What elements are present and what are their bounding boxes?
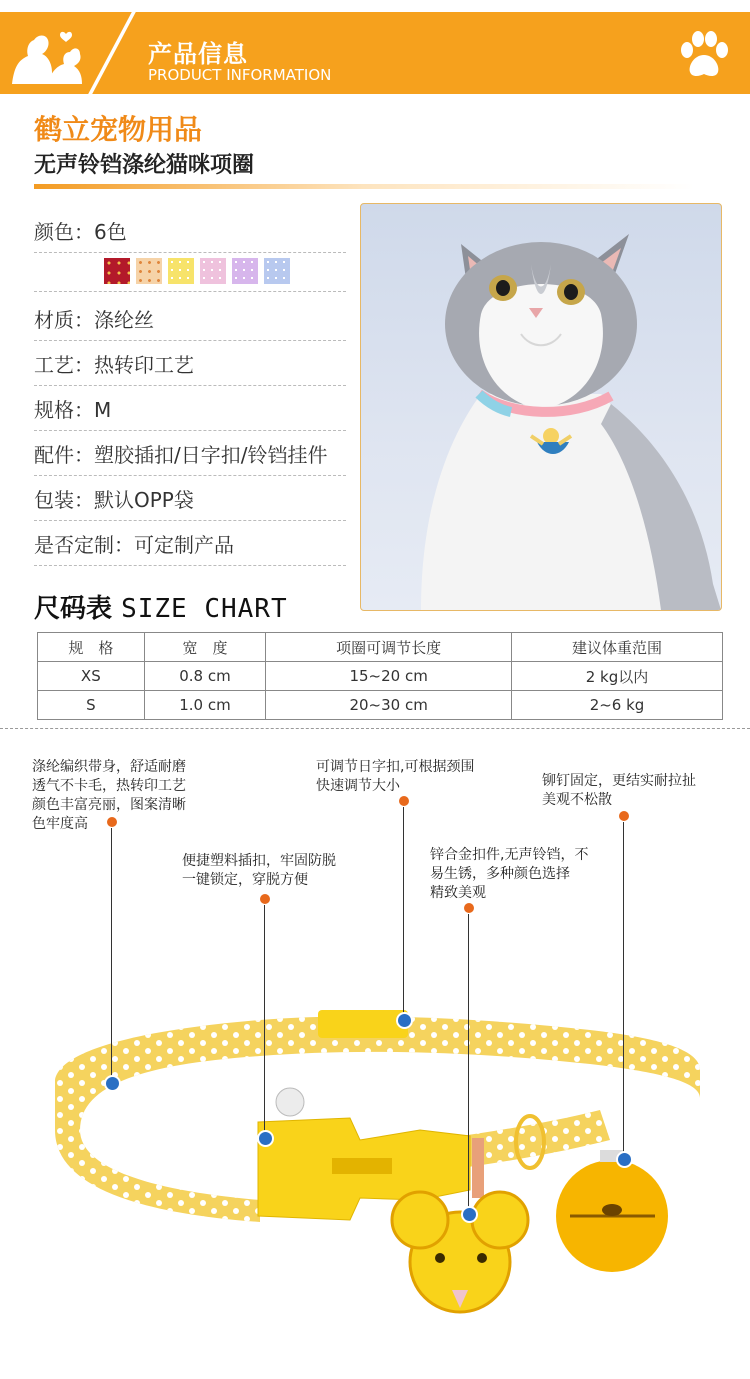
size-cell: 1.0 cm [144, 691, 266, 720]
callout-marker [396, 1012, 413, 1029]
callout-marker [104, 1075, 121, 1092]
callout-line [264, 905, 265, 1135]
cat-illustration-icon [361, 204, 721, 610]
paw-icon [676, 28, 732, 84]
size-cell: 15~20 cm [266, 662, 512, 691]
spec-custom: 是否定制：可定制产品 [34, 521, 346, 566]
size-header-cell: 宽 度 [144, 633, 266, 662]
size-cell: 0.8 cm [144, 662, 266, 691]
spec-material: 材质：涤纶丝 [34, 296, 346, 341]
callout-marker [461, 1206, 478, 1223]
feature-bell: 锌合金扣件,无声铃铛，不 易生锈，多种颜色选择 精致美观 [430, 847, 589, 901]
feature-rivet: 铆钉固定，更结实耐拉扯 美观不松散 [542, 773, 696, 808]
callout-dot [618, 810, 630, 822]
spec-accessories: 配件：塑胶插扣/日字扣/铃铛挂件 [34, 431, 346, 476]
size-header-cell: 规 格 [38, 633, 145, 662]
callout-line [403, 807, 404, 1015]
table-row [38, 691, 723, 720]
callout-line [468, 914, 469, 1210]
product-name: 无声铃铛涤纶猫咪项圈 [34, 153, 255, 178]
size-chart-title-en: SIZE CHART [121, 594, 288, 624]
header-divider [88, 12, 136, 94]
size-table [37, 632, 723, 720]
header-title: 产品信息 [148, 40, 248, 68]
callout-marker [257, 1130, 274, 1147]
spec-color: 颜色：6色 [34, 208, 346, 253]
pets-logo-icon [8, 26, 88, 88]
callout-dot [463, 902, 475, 914]
size-table-header [38, 633, 723, 662]
section-header [0, 12, 750, 94]
table-row [38, 662, 723, 691]
size-chart-title-cn: 尺码表 [34, 594, 113, 624]
size-header-cell: 建议体重范围 [512, 633, 723, 662]
size-cell: XS [38, 662, 145, 691]
callout-dot [398, 795, 410, 807]
callout-line [623, 822, 624, 1152]
header-subtitle: PRODUCT INFORMATION [148, 66, 332, 84]
size-header-cell: 项圈可调节长度 [266, 633, 512, 662]
feature-strap: 涤纶编织带身，舒适耐磨 透气不卡毛，热转印工艺 颜色丰富亮丽，图案清晰 色牢度高 [32, 759, 186, 832]
spec-packaging: 包装：默认OPP袋 [34, 476, 346, 521]
spec-swatch-row [34, 251, 346, 292]
size-chart-title [34, 588, 288, 625]
size-cell: S [38, 691, 145, 720]
spec-craft: 工艺：热转印工艺 [34, 341, 346, 386]
collar-illustration-icon [0, 990, 750, 1379]
feature-buckle: 便捷塑料插扣，牢固防脱 一键锁定，穿脱方便 [182, 853, 336, 888]
feature-slider: 可调节日字扣,可根据颈围 快速调节大小 [316, 759, 475, 794]
brand-name: 鹤立宠物用品 [34, 113, 203, 146]
cat-photo [360, 203, 722, 611]
callout-dot [106, 816, 118, 828]
spec-size: 规格：M [34, 386, 346, 431]
callout-marker [616, 1151, 633, 1168]
size-cell: 2~6 kg [512, 691, 723, 720]
callout-dot [259, 893, 271, 905]
size-cell: 2 kg以内 [512, 662, 723, 691]
section-divider [0, 728, 750, 729]
size-cell: 20~30 cm [266, 691, 512, 720]
title-underline [34, 184, 694, 189]
callout-line [111, 828, 112, 1080]
